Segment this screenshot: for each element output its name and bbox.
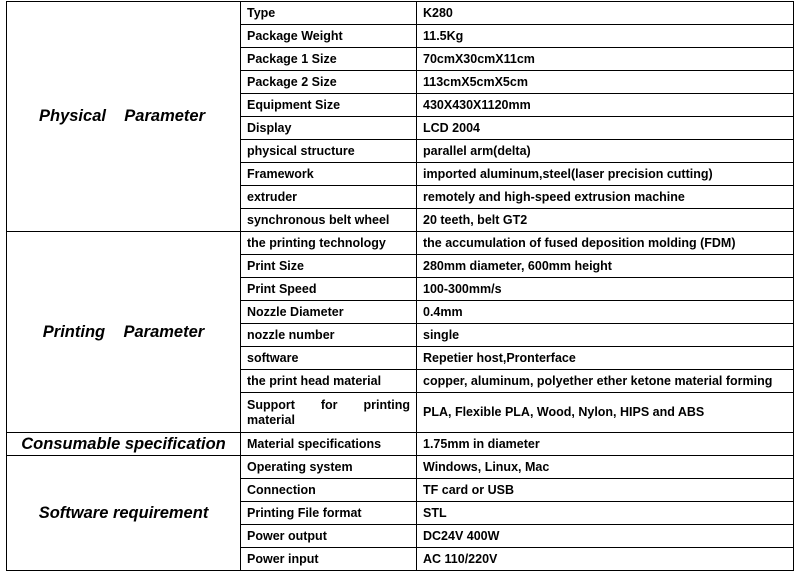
value-cell: Windows, Linux, Mac	[417, 456, 794, 479]
param-cell: extruder	[241, 186, 417, 209]
value-cell: 430X430X1120mm	[417, 94, 794, 117]
param-cell: physical structure	[241, 140, 417, 163]
param-cell: nozzle number	[241, 324, 417, 347]
param-cell: Operating system	[241, 456, 417, 479]
param-cell: the printing technology	[241, 232, 417, 255]
param-cell: Printing File format	[241, 502, 417, 525]
section-consumable-specification: Consumable specification	[7, 433, 241, 456]
value-cell: 70cmX30cmX11cm	[417, 48, 794, 71]
value-cell: 1.75mm in diameter	[417, 433, 794, 456]
value-cell: Repetier host,Pronterface	[417, 347, 794, 370]
param-cell: Connection	[241, 479, 417, 502]
param-cell: Print Size	[241, 255, 417, 278]
value-cell: PLA, Flexible PLA, Wood, Nylon, HIPS and ABS	[417, 393, 794, 433]
table-row	[7, 232, 794, 255]
param-cell: software	[241, 347, 417, 370]
value-cell: DC24V 400W	[417, 525, 794, 548]
param-cell: Framework	[241, 163, 417, 186]
param-cell: Type	[241, 2, 417, 25]
table-row	[7, 2, 794, 25]
value-cell: AC 110/220V	[417, 548, 794, 571]
value-cell: 100-300mm/s	[417, 278, 794, 301]
value-cell: copper, aluminum, polyether ether ketone material forming	[417, 370, 794, 393]
param-cell: Power output	[241, 525, 417, 548]
param-cell: Print Speed	[241, 278, 417, 301]
value-cell: 0.4mm	[417, 301, 794, 324]
value-cell: parallel arm(delta)	[417, 140, 794, 163]
param-cell: Equipment Size	[241, 94, 417, 117]
section-physical-parameter: Physical Parameter	[7, 2, 241, 232]
table-row	[7, 456, 794, 479]
section-printing-parameter: Printing Parameter	[7, 232, 241, 433]
value-cell: 11.5Kg	[417, 25, 794, 48]
value-cell: single	[417, 324, 794, 347]
param-cell: Support for printing material	[241, 393, 417, 433]
table-row	[7, 433, 794, 456]
param-cell: Package Weight	[241, 25, 417, 48]
value-cell: 280mm diameter, 600mm height	[417, 255, 794, 278]
param-cell: Nozzle Diameter	[241, 301, 417, 324]
param-cell: Display	[241, 117, 417, 140]
param-cell: Package 2 Size	[241, 71, 417, 94]
param-cell: synchronous belt wheel	[241, 209, 417, 232]
param-cell: Power input	[241, 548, 417, 571]
value-cell: LCD 2004	[417, 117, 794, 140]
param-cell: the print head material	[241, 370, 417, 393]
value-cell: 20 teeth, belt GT2	[417, 209, 794, 232]
value-cell: the accumulation of fused deposition molding (FDM)	[417, 232, 794, 255]
param-cell: Package 1 Size	[241, 48, 417, 71]
value-cell: remotely and high-speed extrusion machine	[417, 186, 794, 209]
value-cell: K280	[417, 2, 794, 25]
section-software-requirement: Software requirement	[7, 456, 241, 571]
value-cell: imported aluminum,steel(laser precision cutting)	[417, 163, 794, 186]
param-cell: Material specifications	[241, 433, 417, 456]
value-cell: STL	[417, 502, 794, 525]
value-cell: TF card or USB	[417, 479, 794, 502]
spec-table	[6, 1, 794, 571]
value-cell: 113cmX5cmX5cm	[417, 71, 794, 94]
